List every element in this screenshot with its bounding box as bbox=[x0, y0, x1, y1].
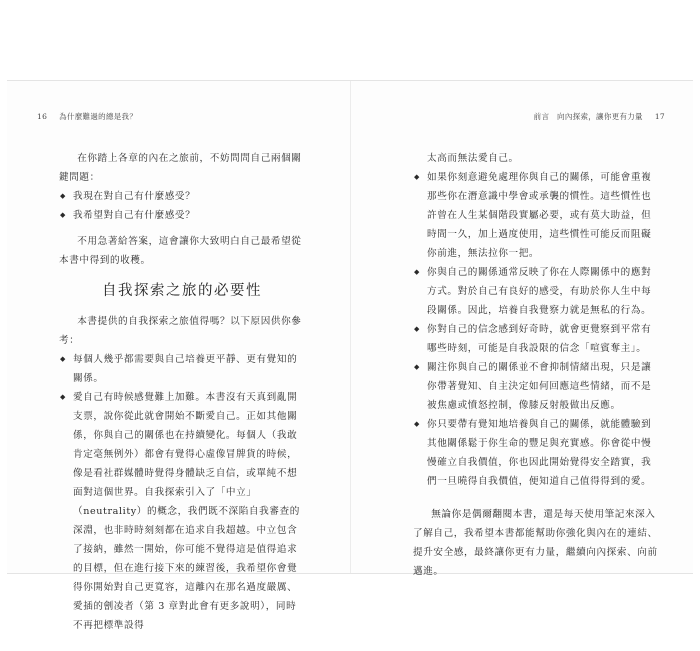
bullet-icon: ◆ bbox=[60, 393, 66, 401]
right-running-head bbox=[534, 111, 665, 122]
right-page bbox=[350, 81, 693, 577]
bullet-icon: ◆ bbox=[60, 355, 66, 363]
bullet-icon: ◆ bbox=[414, 268, 420, 276]
paragraph: 不用急著給答案，這會讓你大致明白自己最希望從本書中得到的收穫。 bbox=[59, 236, 302, 266]
left-page bbox=[7, 81, 350, 631]
left-page-text bbox=[59, 149, 305, 635]
reason-item bbox=[413, 358, 658, 415]
reason-list bbox=[59, 350, 305, 635]
paragraph: 本書提供的自我探索之旅值得嗎？以下原因供你參考： bbox=[59, 316, 302, 346]
section-heading: 自我探索之旅的必要性 bbox=[102, 283, 262, 299]
reason-item bbox=[59, 350, 305, 388]
reason-text: 愛自己有時候感覺難上加難。本書沒有天真到亂開支票，說你從此就會開始不斷愛自己。正如其他關係，你與自己的關係也在持續變化。每個人（我敢肯定毫無例外）都會有覺得心虛像冒牌貨的時候，像是看社群媒體時覺得身體缺乏自信，或單純不想面對這個世界。自我探索引入了「中立」（neutrality）的概念，我們既不深陷自我審查的深淵，也非時時刻刻都在追求自我超越。中立包含了接納，雖然一開始，你可能不覺得這是值得追求的目標，但在進行接下來的練習後，我希望你會覺得你開始對自己更寬容，這離內在那名過度嚴厲、愛插的劊凌者（第 3 章對此會有更多說明），同時不再把標準設得 bbox=[73, 392, 300, 631]
bullet-icon: ◆ bbox=[414, 325, 420, 333]
right-page-text bbox=[413, 149, 658, 581]
reason-item bbox=[413, 168, 658, 263]
left-page-number: 16 bbox=[37, 112, 48, 121]
reason-text: 如果你刻意避免處理你與自己的關係，可能會重複那些你在潛意識中學會或承襲的慣性。這些慣性也許曾在人生某個階段實屬必要，或有莫大助益，但時間一久，加上過度使用，這些慣性可能反而阻礙你前進，無法拉你一把。 bbox=[427, 172, 652, 259]
question-list bbox=[59, 187, 305, 225]
reason-item bbox=[413, 263, 658, 320]
bullet-icon: ◆ bbox=[414, 363, 420, 371]
bullet-icon: ◆ bbox=[414, 173, 420, 181]
right-page-number: 17 bbox=[654, 112, 665, 121]
question-text: 我現在對自己有什麼感受？ bbox=[73, 191, 196, 202]
closing-paragraph: 無論你是偶爾翻閱本書，還是每天使用筆記來深入了解自己，我希望本書都能幫助你強化與內在的連結、提升安全感，最終讓你更有力量，繼續向內探索、向前邁進。 bbox=[413, 509, 658, 577]
intro-paragraph: 在你踏上各章的內在之旅前，不妨問問自己兩個關鍵問題： bbox=[59, 153, 302, 183]
question-item bbox=[59, 187, 305, 206]
left-running-title: 為什麼難過的總是我？ bbox=[59, 112, 138, 121]
reason-text: 每個人幾乎都需要與自己培養更平靜、更有覺知的關係。 bbox=[73, 354, 298, 384]
bullet-icon: ◆ bbox=[414, 420, 420, 428]
right-running-title: 前言 向內探索，讓你更有力量 bbox=[533, 112, 643, 121]
reason-text: 你與自己的關係通常反映了你在人際關係中的應對方式。對於自己有良好的感受，有助於你人生中每段關係。因此，培養自我覺察力就是無私的行為。 bbox=[427, 267, 652, 316]
reason-item bbox=[413, 415, 658, 491]
book-spread bbox=[7, 80, 693, 631]
question-text: 我希望對自己有什麼感受？ bbox=[73, 210, 196, 221]
reason-text: 你對自己的信念感到好奇時，就會更覺察到平常有哪些時刻，可能是自我設限的信念「喧賓奪主」。 bbox=[427, 324, 652, 354]
reason-item bbox=[59, 388, 305, 635]
question-item bbox=[59, 206, 305, 225]
continued-text: 太高而無法愛自己。 bbox=[427, 153, 519, 164]
bullet-icon: ◆ bbox=[60, 211, 66, 219]
reason-text: 關注你與自己的關係並不會抑制情緒出現，只是讓你帶著覺知、自主決定如何回應這些情緒，而不是被焦慮或憤怒控制，像膝反射般做出反應。 bbox=[427, 362, 652, 411]
reason-text: 你只要帶有覺知地培養與自己的關係，就能體驗到其他關係鬆于你生命的豐足與充實感。你會從中慢慢確立自我價值，你也因此開始覺得安全踏實，我們一旦曉得自我價值，便知道自己值得得到的愛。 bbox=[427, 419, 652, 487]
reason-item bbox=[413, 320, 658, 358]
bullet-icon: ◆ bbox=[60, 192, 66, 200]
reason-list-continued bbox=[413, 168, 658, 491]
left-running-head bbox=[37, 111, 137, 122]
